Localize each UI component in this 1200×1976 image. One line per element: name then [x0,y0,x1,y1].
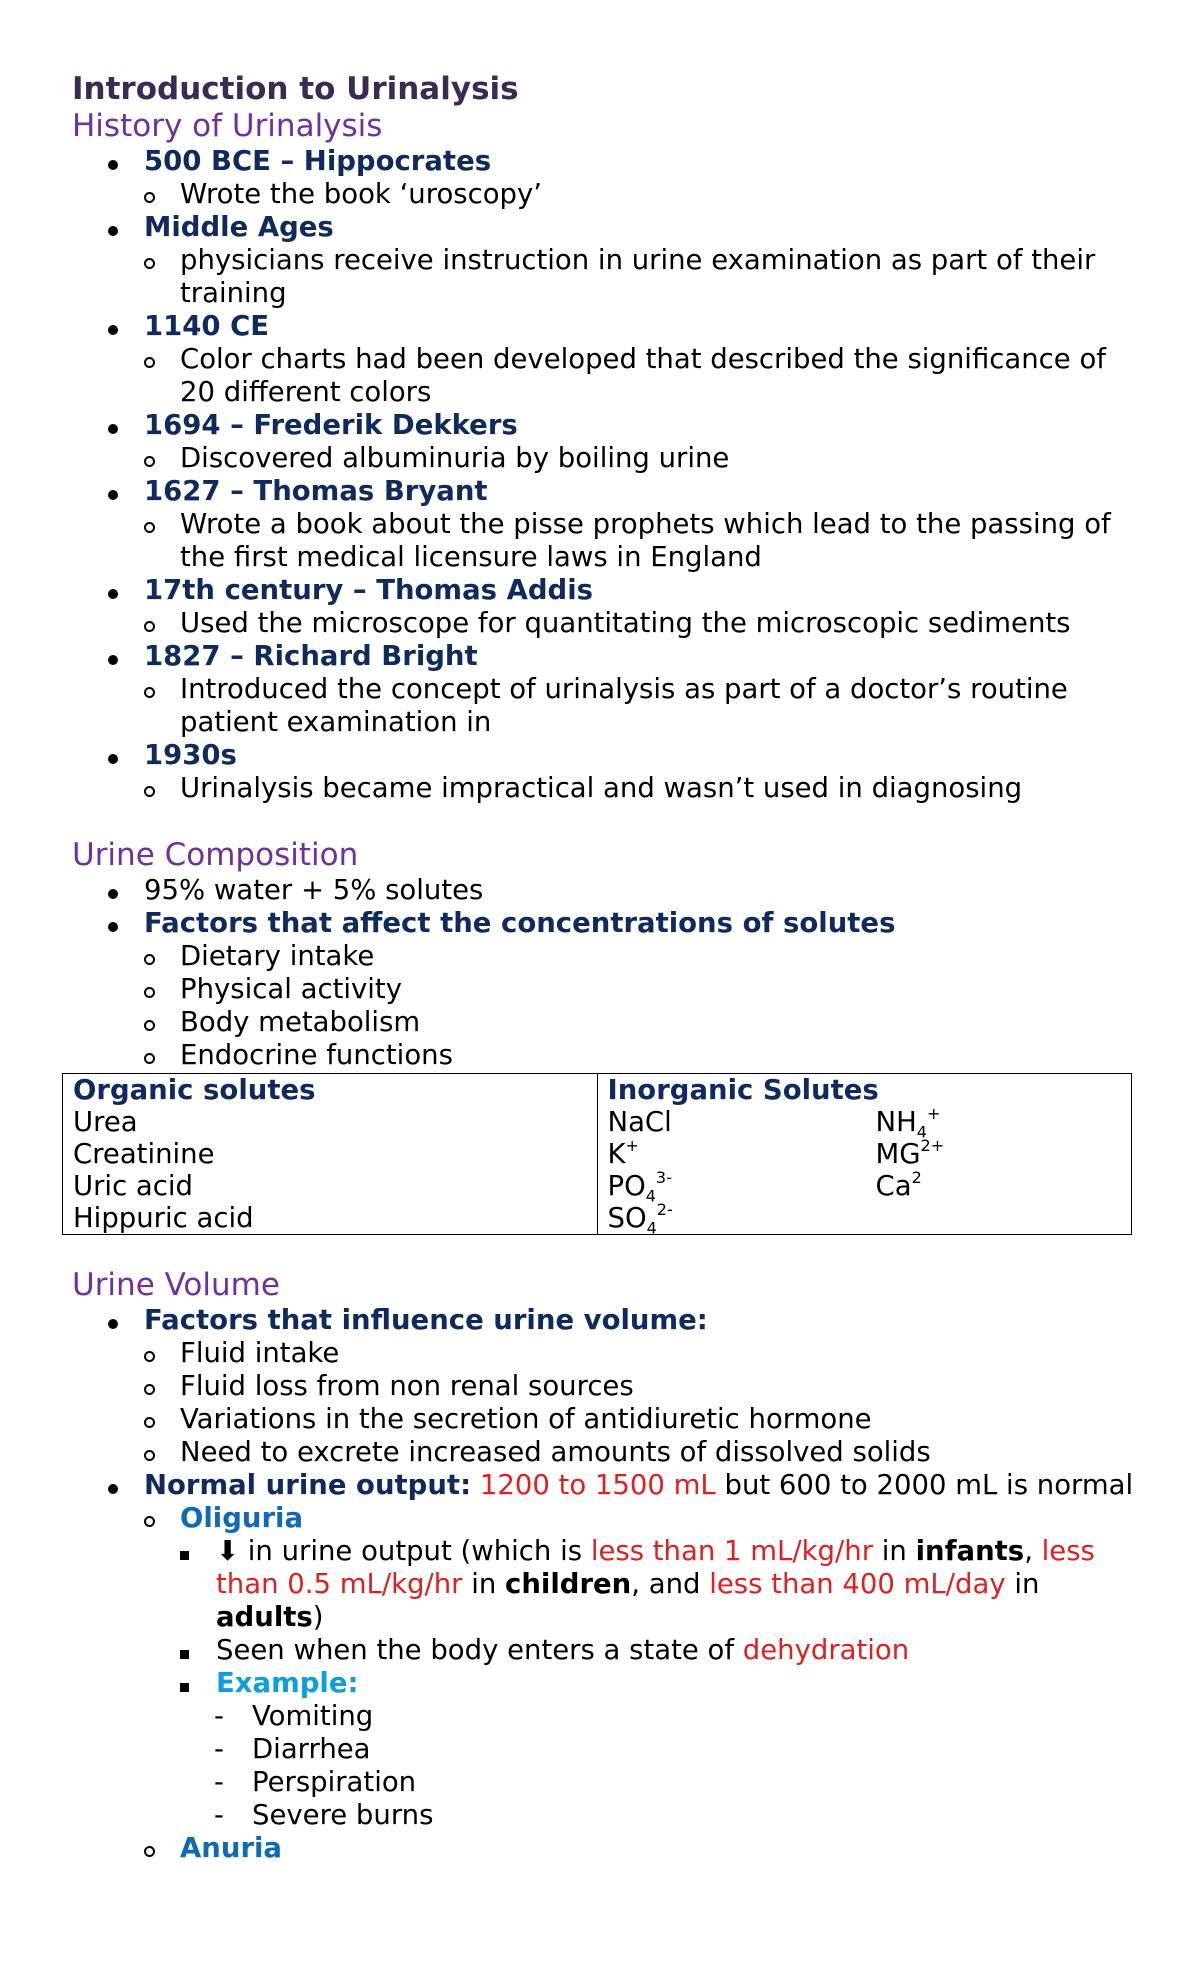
composition-factor: Body metabolism [180,1006,421,1038]
volume-factor: Variations in the secretion of antidiuretic hormone [180,1403,872,1435]
solute-charge: 2- [656,1199,673,1219]
solute-subscript: 4 [916,1122,927,1142]
circle-bullet-icon [144,244,155,277]
oliguria-text: in [462,1568,506,1600]
solute-charge: 3- [655,1167,672,1187]
normal-output-value: 1200 to 1500 mL [479,1469,716,1501]
inorganic-cell [597,1074,1132,1238]
oliguria-text: in [873,1535,916,1567]
history-item-detail: Used the microscope for quantitating the microscopic sediments [180,607,1071,639]
list-item [72,343,1142,409]
solutes-table [62,1073,1132,1238]
example-item: Severe burns [252,1799,434,1831]
list-item [72,874,1142,907]
circle-bullet-icon [144,607,155,640]
list-item [72,145,1142,178]
list-item [72,310,1142,343]
inorganic-solute [875,1135,945,1170]
oliguria-text: in urine output (which is [239,1535,591,1567]
oliguria-infants: infants [915,1535,1025,1567]
organic-solute: Urea [73,1106,138,1138]
bullet-icon [108,211,118,244]
solute-formula: SO [607,1202,647,1234]
volume-factor: Fluid intake [180,1337,340,1369]
organic-cell [63,1074,598,1235]
volume-factor: Need to excrete increased amounts of dissolved solids [180,1436,931,1468]
history-item-label: 17th century – Thomas Addis [144,574,594,606]
inorganic-col-1 [607,1106,876,1238]
list-item [72,907,1142,940]
history-item-label: Middle Ages [144,211,334,243]
circle-bullet-icon [144,940,155,973]
bullet-icon [108,475,118,508]
solute-subscript: 4 [645,1186,656,1206]
history-item-detail: Color charts had been developed that described the significance of 20 different colors [180,343,1106,408]
list-item [72,1469,1142,1502]
circle-bullet-icon [144,442,155,475]
normal-output-range: but 600 to 2000 mL is normal [715,1469,1134,1501]
list-item [72,1667,1142,1700]
solute-formula: NH [875,1106,917,1138]
oliguria-adults-value: less than 400 mL/day [709,1568,1006,1600]
history-item-detail: Wrote a book about the pisse prophets which lead to the passing of the first medical licensure laws in England [180,508,1111,573]
circle-bullet-icon [144,508,155,541]
list-item [72,640,1142,673]
organic-list [73,1106,587,1234]
list-item [72,1370,1142,1403]
document [72,70,1142,1865]
volume-factors-label: Factors that influence urine volume: [144,1304,708,1336]
solute-charge: + [625,1135,639,1155]
bullet-icon [108,1304,118,1337]
volume-heading: Urine Volume [72,1267,280,1303]
list-item [72,211,1142,244]
circle-bullet-icon [144,1832,155,1865]
circle-bullet-icon [144,1337,155,1370]
dehydration-term: dehydration [742,1634,910,1666]
solute-formula: PO [607,1170,646,1202]
dash-bullet-icon: - [214,1799,224,1831]
list-item [72,1799,1142,1832]
history-item-label: 500 BCE – Hippocrates [144,145,492,177]
oliguria-children-value: less than 0.5 mL/kg/hr [216,1535,1095,1600]
composition-factor: Dietary intake [180,940,375,972]
volume-factor: Fluid loss from non renal sources [180,1370,634,1402]
bullet-icon [108,145,118,178]
example-item: Vomiting [252,1700,374,1732]
volume-factors-list [72,1337,1142,1469]
bullet-icon [108,574,118,607]
history-item-label: 1930s [144,739,237,771]
history-item-detail: Discovered albuminuria by boiling urine [180,442,730,474]
history-item-detail: Wrote the book ‘uroscopy’ [180,178,543,210]
inorganic-col-2 [875,1103,945,1234]
composition-factor: Physical activity [180,973,402,1005]
list-item [72,244,1142,310]
bullet-icon [108,1469,118,1502]
example-item: Perspiration [252,1766,417,1798]
history-list [72,145,1142,805]
list-item [72,1039,1142,1072]
document-title: Introduction to Urinalysis [72,71,519,107]
list-item [72,1535,1142,1634]
list-item [72,1403,1142,1436]
inorganic-solute [608,1106,876,1138]
solute-subscript: 4 [646,1218,657,1238]
anuria-label: Anuria [180,1832,282,1864]
circle-bullet-icon [144,343,155,376]
list-item [72,1733,1142,1766]
oliguria-text: , [1024,1535,1042,1567]
dehydration-text: Seen when the body enters a state of [216,1634,743,1666]
oliguria-label: Oliguria [180,1502,304,1534]
list-item [72,1700,1142,1733]
list-item [72,409,1142,442]
circle-bullet-icon [144,973,155,1006]
bullet-icon [108,640,118,673]
composition-heading: Urine Composition [72,837,359,873]
list-item [72,673,1142,739]
solute-formula: MG [875,1138,921,1170]
list-item [72,739,1142,772]
list-item [72,442,1142,475]
history-item-detail: Urinalysis became impractical and wasn’t used in diagnosing [180,772,1023,804]
example-label: Example: [216,1667,359,1699]
composition-factors-list [72,940,1142,1072]
circle-bullet-icon [144,1039,155,1072]
list-item [72,973,1142,1006]
list-item [72,475,1142,508]
list-item [72,1634,1142,1667]
history-item-label: 1694 – Frederik Dekkers [144,409,518,441]
organic-solute: Creatinine [73,1138,215,1170]
list-item [72,1006,1142,1039]
inorganic-solute [607,1135,876,1170]
circle-bullet-icon [144,1403,155,1436]
inorganic-solute [607,1199,876,1238]
square-bullet-icon [180,1667,189,1700]
composition-summary: 95% water + 5% solutes [144,874,484,906]
list-item [72,772,1142,805]
solute-charge: + [926,1103,941,1123]
history-item-detail: physicians receive instruction in urine examination as part of their training [180,244,1096,309]
inorganic-header: Inorganic Solutes [607,1074,879,1106]
list-item [72,1304,1142,1337]
list-item [72,1832,1142,1865]
history-item-label: 1827 – Richard Bright [144,640,478,672]
square-bullet-icon [180,1634,189,1667]
list-item [72,940,1142,973]
solute-charge: 2 [911,1167,922,1187]
examples-list [72,1700,1142,1832]
list-item [72,1502,1142,1535]
list-item [72,178,1142,211]
oliguria-text: in [1005,1568,1040,1600]
inorganic-solute [607,1167,876,1206]
composition-factor: Endocrine functions [180,1039,453,1071]
solute-charge: 2+ [920,1135,945,1155]
circle-bullet-icon [144,1436,155,1469]
history-heading: History of Urinalysis [72,108,383,144]
oliguria-infant-value: less than 1 mL/kg/hr [590,1535,873,1567]
composition-factors-label: Factors that affect the concentrations of solutes [144,907,896,939]
circle-bullet-icon [144,178,155,211]
list-item [72,1766,1142,1799]
solute-formula: Ca [875,1170,912,1202]
normal-output-label: Normal urine output: [144,1469,472,1501]
inorganic-solute [875,1103,945,1142]
circle-bullet-icon [144,673,155,706]
list-item [72,1337,1142,1370]
circle-bullet-icon [144,1370,155,1403]
oliguria-adults: adults [216,1601,313,1633]
list-item [72,607,1142,640]
oliguria-text: , and [631,1568,710,1600]
organic-header: Organic solutes [73,1074,316,1106]
solute-formula: K [607,1138,626,1170]
inorganic-solute [875,1167,945,1202]
down-arrow-icon: ⬇ [216,1535,240,1567]
list-item [72,574,1142,607]
oliguria-children: children [505,1568,632,1600]
dash-bullet-icon: - [214,1733,224,1765]
square-bullet-icon [180,1535,189,1568]
history-item-label: 1140 CE [144,310,270,342]
history-item-label: 1627 – Thomas Bryant [144,475,488,507]
dash-bullet-icon: - [214,1766,224,1798]
example-item: Diarrhea [252,1733,371,1765]
organic-solute: Uric acid [73,1170,194,1202]
circle-bullet-icon [144,1502,155,1535]
bullet-icon [108,409,118,442]
circle-bullet-icon [144,772,155,805]
dash-bullet-icon: - [214,1700,224,1732]
bullet-icon [108,739,118,772]
bullet-icon [108,907,118,940]
oliguria-text: ) [312,1601,324,1633]
circle-bullet-icon [144,1006,155,1039]
history-item-detail: Introduced the concept of urinalysis as part of a doctor’s routine patient examination in [180,673,1068,738]
solute-formula: NaCl [607,1106,672,1138]
bullet-icon [108,874,118,907]
list-item [72,508,1142,574]
organic-solute: Hippuric acid [73,1202,254,1234]
bullet-icon [108,310,118,343]
list-item [72,1436,1142,1469]
